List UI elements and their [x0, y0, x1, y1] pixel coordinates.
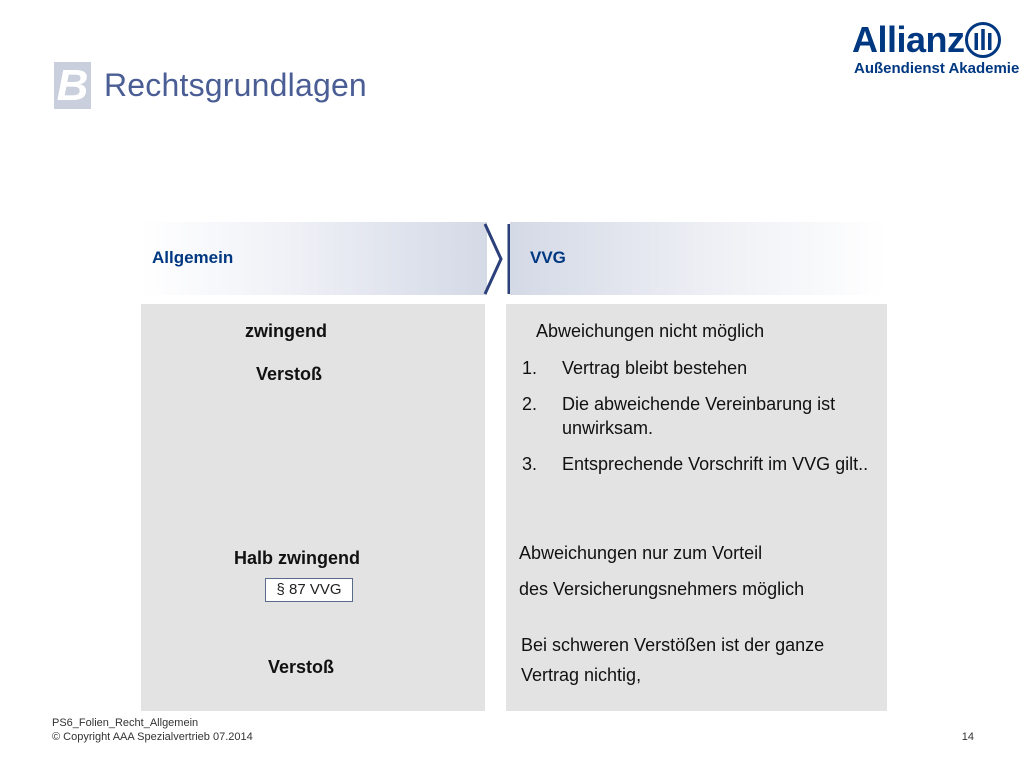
list-item [522, 356, 872, 380]
allianz-logo [852, 18, 1020, 78]
logo-subtitle: Außendienst Akademie [854, 60, 1020, 77]
footer-document-name: PS6_Folien_Recht_Allgemein [52, 717, 199, 729]
list-number: 3. [522, 454, 538, 474]
halb-zwingend-line-1: Abweichungen nur zum Vorteil [519, 543, 763, 563]
column-header-vvg [510, 222, 886, 295]
law-reference-box: § 87 VVG [265, 578, 353, 602]
halb-zwingend-line-2: des Versicherungsnehmers möglich [519, 579, 805, 599]
verstoss-line-1: Bei schweren Verstößen ist der ganze [521, 635, 825, 655]
list-text: Entsprechende Vorschrift im VVG gilt.. [562, 454, 869, 474]
label-zwingend: zwingend [245, 321, 327, 341]
list-item [522, 392, 872, 440]
list-item [522, 452, 872, 476]
chevron-right-icon [482, 222, 512, 296]
consequence-list [522, 356, 872, 488]
label-verstoss-1: Verstoß [256, 364, 323, 384]
list-text: Vertrag bleibt bestehen [562, 358, 748, 378]
eagle-emblem-icon [964, 21, 1002, 59]
list-text: Die abweichende Vereinbarung ist unwirksam. [562, 394, 836, 438]
label-halb-zwingend: Halb zwingend [234, 548, 360, 568]
column-heading-vvg: VVG [530, 248, 566, 267]
zwingend-description: Abweichungen nicht möglich [536, 321, 765, 341]
page-title: Rechtsgrundlagen [104, 67, 367, 103]
footer-copyright: © Copyright AAA Spezialvertrieb 07.2014 [52, 731, 253, 743]
label-verstoss-2: Verstoß [268, 657, 335, 677]
column-heading-allgemein: Allgemein [152, 248, 234, 267]
verstoss-line-2: Vertrag nichtig, [521, 665, 642, 685]
page-number: 14 [961, 731, 974, 743]
section-badge: B [54, 62, 91, 109]
list-number: 1. [522, 358, 538, 378]
list-number: 2. [522, 394, 538, 414]
logo-brand: Allianz [852, 19, 965, 60]
column-header-allgemein [141, 222, 487, 295]
